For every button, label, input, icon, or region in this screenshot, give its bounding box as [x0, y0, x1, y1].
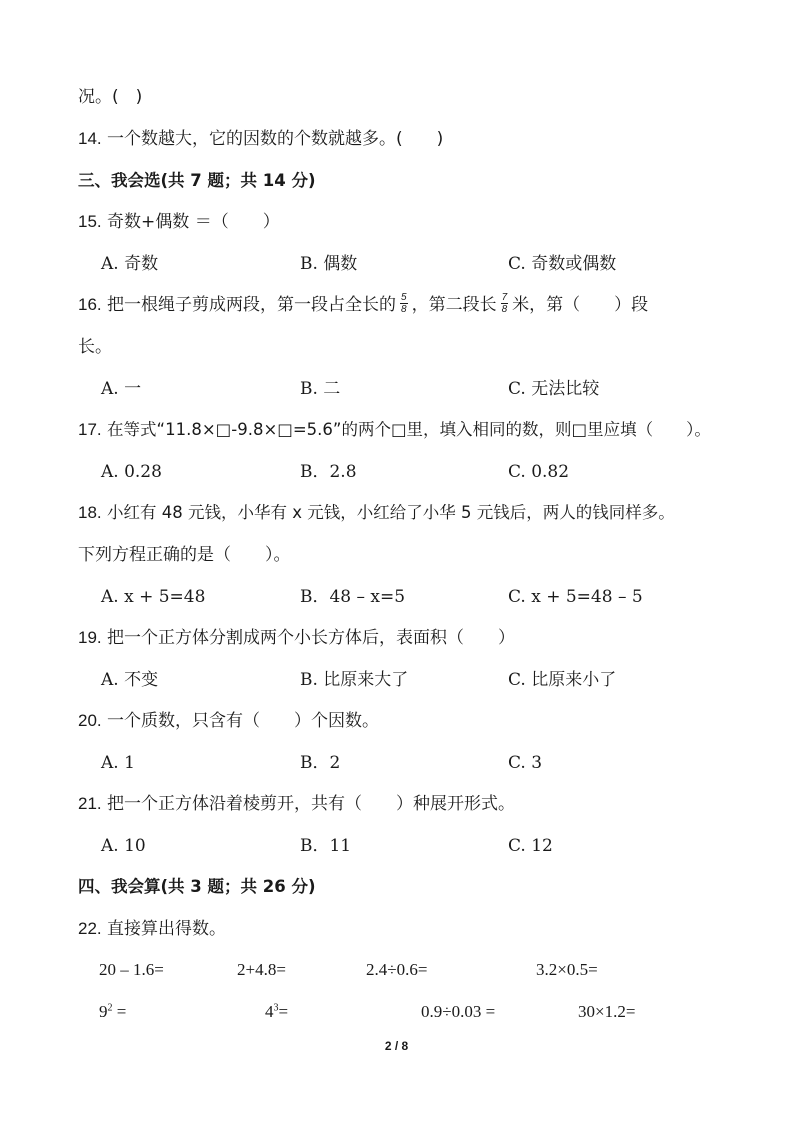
calc-item: 3.2×0.5=: [536, 960, 598, 979]
option-c: C. x + 5=48 – 5: [508, 587, 643, 607]
question-18: [78, 502, 675, 524]
question-number: 21.: [78, 794, 102, 813]
question-number: 18.: [78, 503, 102, 522]
question-19: [78, 627, 515, 649]
question-text: ，第二段长: [411, 295, 497, 315]
question-number: 17.: [78, 420, 102, 439]
option-c: C. 12: [508, 836, 553, 856]
option-b: B. 比原来大了: [300, 670, 409, 690]
question-text: 把一个正方体沿着棱剪开，共有（ ）种展开形式。: [107, 794, 516, 814]
option-a: A. x + 5=48: [101, 587, 206, 607]
calc-item-power: [99, 1001, 126, 1023]
calc-item: 30×1.2=: [578, 1002, 636, 1021]
option-c: C. 奇数或偶数: [508, 254, 617, 274]
fraction-numerator: 7: [501, 292, 508, 303]
section-heading-4: 四、我会算(共 3 题；共 26 分): [78, 877, 316, 896]
question-text: 奇数+偶数 ＝（ ）: [107, 212, 280, 232]
question-22: [78, 918, 226, 940]
fraction-five-eighths: [400, 292, 408, 315]
fraction-numerator: 5: [401, 292, 407, 303]
option-a: A. 1: [101, 753, 135, 773]
calc-item: 20 – 1.6=: [99, 960, 164, 979]
question-16: [78, 294, 648, 317]
option-b: B. 偶数: [300, 254, 358, 274]
equals-sign: =: [278, 1002, 289, 1021]
question-text: 直接算出得数。: [107, 919, 227, 939]
option-b: B. 二: [300, 379, 341, 399]
option-b: B．48 – x=5: [300, 587, 406, 607]
calc-item: 0.9÷0.03 =: [421, 1002, 496, 1021]
option-a: A. 0.28: [101, 462, 162, 482]
power-base: 9: [99, 1002, 108, 1021]
question-15: [78, 211, 280, 233]
question-number: 15.: [78, 212, 102, 231]
fraction-denominator: 8: [401, 304, 407, 315]
question-17: [78, 419, 711, 441]
question-text: 小红有 48 元钱，小华有 x 元钱，小红给了小华 5 元钱后，两人的钱同样多。: [107, 503, 675, 522]
question-number: 16.: [78, 295, 102, 314]
question-number: 20.: [78, 711, 102, 730]
question-text: 米，第（ ）段: [512, 295, 649, 315]
option-a: A. 不变: [101, 670, 159, 690]
calc-item: 2+4.8=: [237, 960, 286, 979]
question-16-cont: 长。: [78, 337, 112, 357]
question-20: [78, 710, 379, 732]
option-c: C. 比原来小了: [508, 670, 617, 690]
option-b: B．11: [300, 836, 352, 856]
question-18-cont: 下列方程正确的是（ ）。: [78, 545, 291, 565]
option-a: A. 10: [101, 836, 146, 856]
fraction-denominator: 8: [501, 304, 508, 315]
question-text: 把一个正方体分割成两个小长方体后，表面积（ ）: [107, 628, 516, 648]
question-13-tail: 况。( ): [78, 87, 143, 107]
question-text: 一个数越大，它的因数的个数就越多。( ): [107, 129, 444, 149]
fraction-seven-eighths: [501, 292, 509, 315]
question-text: 在等式“11.8×□-9.8×□=5.6”的两个□里，填入相同的数，则□里应填（ ）。: [107, 420, 711, 439]
equals-sign: =: [112, 1002, 127, 1021]
power-exponent: 2: [107, 1002, 113, 1014]
question-number: 19.: [78, 628, 102, 647]
calc-item: 2.4÷0.6=: [366, 960, 428, 979]
question-21: [78, 793, 515, 815]
page-number: 2 / 8: [384, 1039, 409, 1053]
option-a: A. 奇数: [101, 254, 159, 274]
question-number: 14.: [78, 129, 102, 148]
option-c: C. 无法比较: [508, 379, 600, 399]
calc-item-power: [265, 1001, 288, 1023]
question-number: 22.: [78, 919, 102, 938]
question-text: 把一根绳子剪成两段，第一段占全长的: [107, 295, 397, 315]
option-b: B．2.8: [300, 462, 357, 482]
question-14: [78, 128, 443, 150]
option-c: C. 3: [508, 753, 543, 773]
power-exponent: 3: [273, 1002, 279, 1014]
section-heading-3: 三、我会选(共 7 题；共 14 分): [78, 171, 316, 190]
power-base: 4: [265, 1002, 274, 1021]
question-text: 一个质数，只含有（ ）个因数。: [107, 711, 380, 731]
option-c: C. 0.82: [508, 462, 570, 482]
option-b: B．2: [300, 753, 341, 773]
option-a: A. 一: [101, 379, 142, 399]
